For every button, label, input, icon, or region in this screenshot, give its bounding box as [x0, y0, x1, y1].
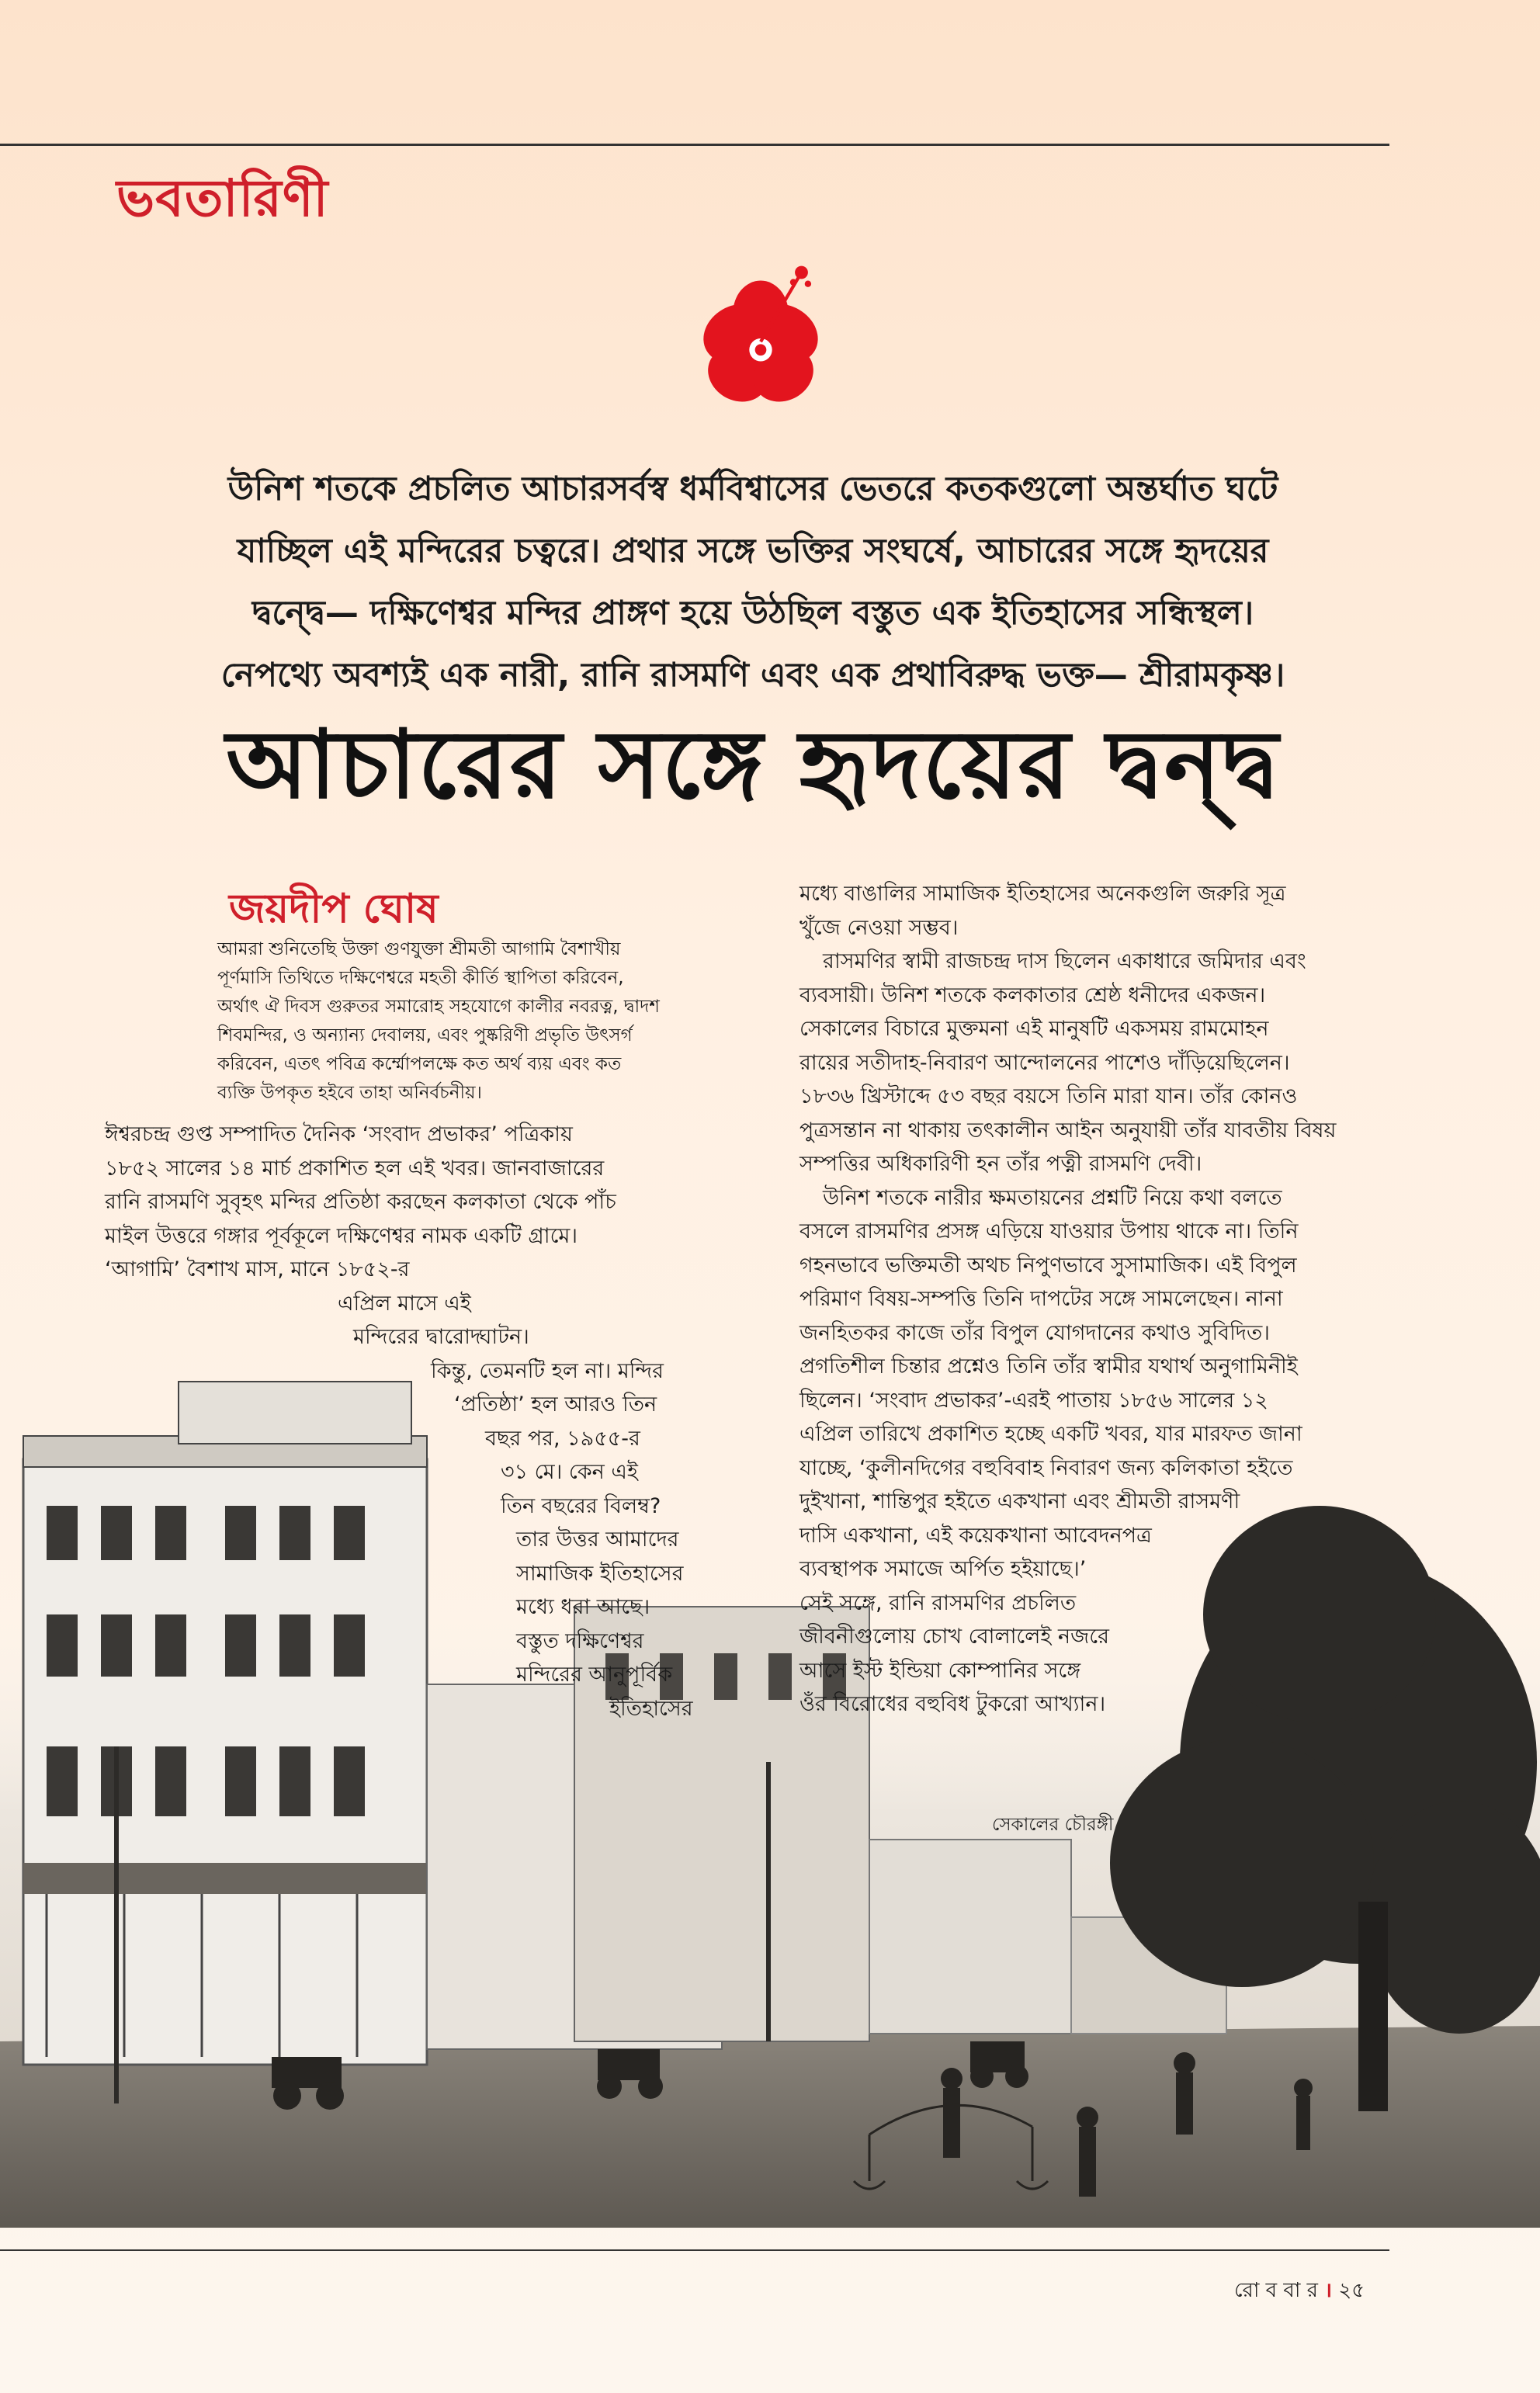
body-line: ঈশ্বরচন্দ্র গুপ্ত সম্পাদিত দৈনিক ‘সংবাদ প্রভাকর’ পত্রিকায় [105, 1122, 573, 1146]
body-line: সামাজিক ইতিহাসের [516, 1561, 684, 1586]
photo-caption: সেকালের চৌরঙ্গী [992, 1815, 1114, 1835]
body-line: মন্দিরের আনুপূর্বিক [516, 1663, 673, 1687]
page-footer [1234, 2274, 1365, 2308]
quote-line: পূর্ণমাসি তিথিতে দক্ষিণেশ্বরে মহতী কীর্তি স্থাপিতা করিবেন, [217, 968, 624, 988]
standfirst [116, 458, 1389, 706]
byline: জয়দীপ ঘোষ [229, 886, 439, 932]
standfirst-line: নেপথ্যে অবশ্যই এক নারী, রানি রাসমণি এবং এক প্রথাবিরুদ্ধ ভক্ত— শ্রীরামকৃষ্ণ। [220, 656, 1285, 695]
body-line: সেই সঙ্গে, রানি রাসমণির প্রচলিত [799, 1590, 1077, 1615]
body-line: তার উত্তর আমাদের [516, 1528, 679, 1552]
body-line: ইতিহাসের [609, 1696, 693, 1721]
standfirst-line: উনিশ শতকে প্রচলিত আচারসর্বস্ব ধর্মবিশ্বাসের ভেতরে কতকগুলো অন্তর্ঘাত ঘটে [227, 470, 1278, 508]
body-line: মন্দিরের দ্বারোদ্ঘাটন। [353, 1325, 529, 1349]
quote-line: শিবমন্দির, ও অন্যান্য দেবালয়, এবং পুষ্করিণী প্রভৃতি উৎসর্গ [217, 1025, 633, 1046]
body-line: মাইল উত্তরে গঙ্গার পূর্বকূলে দক্ষিণেশ্বর নামক একটি গ্রামে। [105, 1223, 578, 1248]
body-line: তিন বছরের বিলম্ব? [501, 1493, 661, 1518]
pull-quote [217, 935, 699, 1108]
section-label: ভবতারিণী [116, 168, 329, 228]
quote-line: অর্থাৎ ঐ দিবস গুরুতর সমারোহ সহযোগে কালীর নবরত্ন, দ্বাদশ [217, 997, 660, 1017]
body-line: ছিলেন। ‘সংবাদ প্রভাকর’-এরই পাতায় ১৮৫৬ সালের ১২ [799, 1388, 1268, 1413]
headline: আচারের সঙ্গে হৃদয়ের দ্বন্দ্ব [226, 709, 1280, 820]
body-line: উনিশ শতকে নারীর ক্ষমতায়নের প্রশ্নটি নিয়ে কথা বলতে [823, 1185, 1282, 1210]
body-line: দুইখানা, শান্তিপুর হইতে একখানা এবং শ্রীমতী রাসমণী [799, 1490, 1240, 1514]
hibiscus-icon [679, 256, 842, 419]
body-line: পরিমাণ বিষয়-সম্পত্তি তিনি দাপটের সঙ্গে সামলেছেন। নানা [799, 1287, 1283, 1311]
body-line: রাসমণির স্বামী রাজচন্দ্র দাস ছিলেন একাধারে জমিদার এবং [823, 949, 1306, 973]
quote-line: ব্যক্তি উপকৃত হইবে তাহা অনির্বচনীয়। [217, 1083, 482, 1103]
body-line: পুত্রসন্তান না থাকায় তৎকালীন আইন অনুযায়ী তাঁর যাবতীয় বিষয় [799, 1118, 1337, 1143]
body-line: মধ্যে বাঙালির সামাজিক ইতিহাসের অনেকগুলি জরুরি সূত্র [799, 882, 1286, 906]
body-line: ‘প্রতিষ্ঠা’ হল আরও তিন [454, 1392, 657, 1417]
body-line: কিন্তু, তেমনটি হল না। মন্দির [431, 1358, 664, 1383]
body-line: ১৮৫২ সালের ১৪ মার্চ প্রকাশিত হল এই খবর। জানবাজারের [105, 1156, 605, 1181]
body-line: দাসি একখানা, এই কয়েকখানা আবেদনপত্র [799, 1523, 1152, 1548]
body-line: জনহিতকর কাজে তাঁর বিপুল যোগদানের কথাও সুবিদিত। [799, 1320, 1270, 1345]
standfirst-line: যাচ্ছিল এই মন্দিরের চত্বরে। প্রথার সঙ্গে ভক্তির সংঘর্ষে, আচারের সঙ্গে হৃদয়ের [237, 532, 1269, 571]
body-line: রায়ের সতীদাহ-নিবারণ আন্দোলনের পাশেও দাঁড়িয়েছিলেন। [799, 1050, 1290, 1075]
body-line: ১৮৩৬ খ্রিস্টাব্দে ৫৩ বছর বয়সে তিনি মারা যান। তাঁর কোনও [799, 1084, 1298, 1108]
body-line: ‘আগামি’ বৈশাখ মাস, মানে ১৮৫২-র [105, 1257, 410, 1281]
footer-separator: । [1324, 2279, 1333, 2302]
body-line: ব্যবসায়ী। উনিশ শতকে কলকাতার শ্রেষ্ঠ ধনীদের একজন। [799, 983, 1266, 1007]
body-line: ব্যবস্থাপক সমাজে অর্পিত হইয়াছে।’ [799, 1557, 1087, 1581]
body-line: আসে ইস্ট ইন্ডিয়া কোম্পানির সঙ্গে [799, 1658, 1081, 1683]
body-line: জীবনীগুলোয় চোখ বোলালেই নজরে [799, 1625, 1109, 1649]
body-line: এপ্রিল তারিখে প্রকাশিত হচ্ছে একটি খবর, যার মারফত জানা [799, 1422, 1302, 1446]
body-line: গহনভাবে ভক্তিমতী অথচ নিপুণভাবে সুসামাজিক। এই বিপুল [799, 1253, 1297, 1278]
body-line: খুঁজে নেওয়া সম্ভব। [799, 915, 959, 940]
body-line: বছর পর, ১৯৫৫-র [485, 1426, 640, 1451]
body-line: ৩১ মে। কেন এই [501, 1460, 638, 1484]
quote-line: আমরা শুনিতেছি উক্তা গুণযুক্তা শ্রীমতী আগামি বৈশাখীয় [217, 939, 621, 959]
body-line: এপ্রিল মাসে এই [338, 1291, 471, 1316]
body-column-right [799, 877, 1413, 1722]
standfirst-line: দ্বন্দ্বে— দক্ষিণেশ্বর মন্দির প্রাঙ্গণ হয়ে উঠছিল বস্তুত এক ইতিহাসের সন্ধিস্থল। [251, 594, 1254, 633]
body-line: প্রগতিশীল চিন্তার প্রশ্নেও তিনি তাঁর স্বামীর যথার্থ অনুগামিনীই [799, 1354, 1298, 1379]
body-line: সম্পত্তির অধিকারিণী হন তাঁর পত্নী রাসমণি দেবী। [799, 1152, 1202, 1176]
body-line: রানি রাসমণি সুবৃহৎ মন্দির প্রতিষ্ঠা করছেন কলকাতা থেকে পাঁচ [105, 1190, 616, 1214]
publication-name: রো ব বা র [1234, 2279, 1318, 2302]
body-line: বসলে রাসমণির প্রসঙ্গ এড়িয়ে যাওয়ার উপায় থাকে না। তিনি [799, 1219, 1299, 1243]
body-line: ওঁর বিরোধের বহুবিধ টুকরো আখ্যান। [799, 1692, 1106, 1716]
body-line: সেকালের বিচারে মুক্তমনা এই মানুষটি একসময় রামমোহন [799, 1017, 1269, 1041]
quote-line: করিবেন, এতৎ পবিত্র কর্ম্মোপলক্ষে কত অর্থ ব্যয় এবং কত [217, 1054, 622, 1074]
body-column-left [105, 1118, 726, 1725]
page-number: ২৫ [1338, 2279, 1365, 2302]
body-line: মধ্যে ধরা আছে। [516, 1595, 650, 1619]
body-line: বস্তুত দক্ষিণেশ্বর [516, 1628, 644, 1653]
top-rule [0, 144, 1389, 146]
body-line: যাচ্ছে, ‘কুলীনদিগের বহুবিবাহ নিবারণ জন্য কলিকাতা হইতে [799, 1455, 1293, 1480]
bottom-rule [0, 2249, 1389, 2251]
